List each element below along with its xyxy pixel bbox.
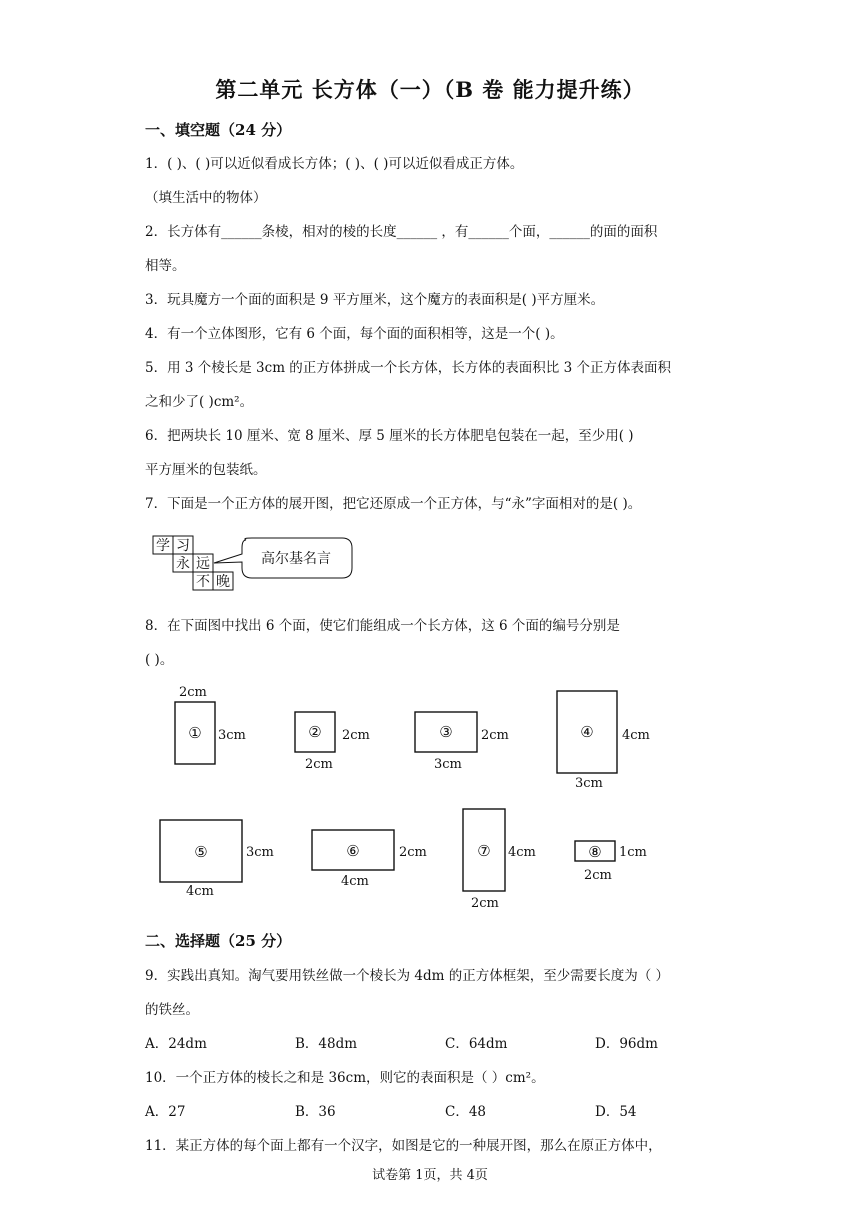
question-1-line-2: （填生活中的物体） bbox=[145, 190, 267, 206]
rect-8-number: ⑧ bbox=[588, 843, 602, 861]
rect-6-number: ⑥ bbox=[346, 842, 360, 860]
question-10-option-c[interactable]: C．48 bbox=[445, 1104, 487, 1120]
net-char-3: 永 bbox=[176, 556, 190, 572]
rect-4 bbox=[557, 691, 617, 773]
rect-1-side-label: 3cm bbox=[218, 728, 246, 743]
question-5-line-1: 5．用 3 个棱长是 3cm 的正方体拼成一个长方体，长方体的表面积比 3 个正方体表面积 bbox=[145, 360, 671, 376]
question-2-line-1: 2．长方体有______条棱，相对的棱的长度______ ，有______个面，______的面的面积 bbox=[145, 224, 658, 240]
rect-2-number: ② bbox=[308, 723, 322, 741]
rect-1-number: ① bbox=[188, 724, 202, 742]
rect-3-side-label: 2cm bbox=[481, 728, 509, 743]
question-9-option-d[interactable]: D．96dm bbox=[595, 1036, 658, 1052]
rect-6-bottom-label: 4cm bbox=[341, 874, 369, 889]
question-9-option-a[interactable]: A．24dm bbox=[145, 1036, 207, 1052]
section-heading-multiple-choice: 二、选择题（25 分） bbox=[145, 932, 292, 950]
net-char-5: 不 bbox=[196, 574, 210, 590]
question-8-line-1: 8．在下面图中找出 6 个面，使它们能组成一个长方体，这 6 个面的编号分别是 bbox=[145, 618, 620, 634]
page-footer: 试卷第 1页，共 4页 bbox=[372, 1168, 488, 1183]
question-4: 4．有一个立体图形，它有 6 个面，每个面的面积相等，这是一个( )。 bbox=[145, 326, 564, 342]
rect-5 bbox=[160, 820, 242, 882]
question-1-line-1: 1．( )、( )可以近似看成长方体；( )、( )可以近似看成正方体。 bbox=[145, 156, 524, 172]
net-char-1: 学 bbox=[156, 538, 170, 554]
rect-3-number: ③ bbox=[439, 723, 453, 741]
rect-7 bbox=[463, 809, 505, 891]
rect-4-number: ④ bbox=[580, 723, 594, 741]
question-10-line-1: 10．一个正方体的棱长之和是 36cm，则它的表面积是（ ）cm²。 bbox=[145, 1070, 545, 1086]
rect-2-side-label: 2cm bbox=[342, 728, 370, 743]
bubble-text: 高尔基名言 bbox=[261, 551, 331, 567]
question-9-line-2: 的铁丝。 bbox=[145, 1002, 199, 1018]
rect-4-bottom-label: 3cm bbox=[575, 776, 603, 791]
rect-2-bottom-label: 2cm bbox=[305, 757, 333, 772]
question-9-option-b[interactable]: B．48dm bbox=[295, 1036, 358, 1052]
question-10-option-b[interactable]: B．36 bbox=[295, 1104, 336, 1120]
rect-6-side-label: 2cm bbox=[399, 845, 427, 860]
rect-3-bottom-label: 3cm bbox=[434, 757, 462, 772]
question-2-line-2: 相等。 bbox=[145, 258, 186, 274]
rect-7-bottom-label: 2cm bbox=[471, 896, 499, 911]
question-10-option-d[interactable]: D．54 bbox=[595, 1104, 637, 1120]
rect-4-side-label: 4cm bbox=[622, 728, 650, 743]
rect-6 bbox=[312, 830, 394, 870]
question-6-line-2: 平方厘米的包装纸。 bbox=[145, 462, 267, 478]
rect-8-bottom-label: 2cm bbox=[584, 868, 612, 883]
rect-2 bbox=[295, 712, 335, 752]
rect-7-number: ⑦ bbox=[477, 842, 491, 860]
net-char-2: 习 bbox=[176, 538, 190, 554]
question-10-option-a[interactable]: A．27 bbox=[145, 1104, 186, 1120]
question-9-option-c[interactable]: C．64dm bbox=[445, 1036, 508, 1052]
net-char-4: 远 bbox=[196, 556, 210, 572]
question-7: 7．下面是一个正方体的展开图，把它还原成一个正方体，与“永”字面相对的是( )。 bbox=[145, 496, 642, 512]
rect-5-number: ⑤ bbox=[194, 843, 208, 861]
rect-7-side-label: 4cm bbox=[508, 845, 536, 860]
cube-net-figure bbox=[150, 534, 360, 594]
rect-8-side-label: 1cm bbox=[619, 845, 647, 860]
net-char-6: 晚 bbox=[216, 574, 230, 590]
page-title: 第二单元 长方体（一）（B 卷 能力提升练） bbox=[215, 77, 645, 102]
question-6-line-1: 6．把两块长 10 厘米、宽 8 厘米、厚 5 厘米的长方体肥皂包装在一起，至少用( ) bbox=[145, 428, 634, 444]
question-9-line-1: 9．实践出真知。淘气要用铁丝做一个棱长为 4dm 的正方体框架，至少需要长度为（ ） bbox=[145, 968, 669, 984]
rect-3 bbox=[415, 712, 477, 752]
question-8-line-2: ( )。 bbox=[145, 652, 174, 668]
question-5-line-2: 之和少了( )cm²。 bbox=[145, 394, 254, 410]
section-heading-fill-in: 一、填空题（24 分） bbox=[145, 121, 292, 139]
rect-1-top-label: 2cm bbox=[179, 685, 207, 700]
rect-1 bbox=[175, 702, 215, 764]
rect-5-bottom-label: 4cm bbox=[186, 884, 214, 899]
question-11-line-1: 11．某正方体的每个面上都有一个汉字，如图是它的一种展开图，那么在原正方体中， bbox=[145, 1138, 662, 1154]
question-3: 3．玩具魔方一个面的面积是 9 平方厘米，这个魔方的表面积是( )平方厘米。 bbox=[145, 292, 605, 308]
rect-8 bbox=[575, 841, 615, 861]
rect-5-side-label: 3cm bbox=[246, 845, 274, 860]
